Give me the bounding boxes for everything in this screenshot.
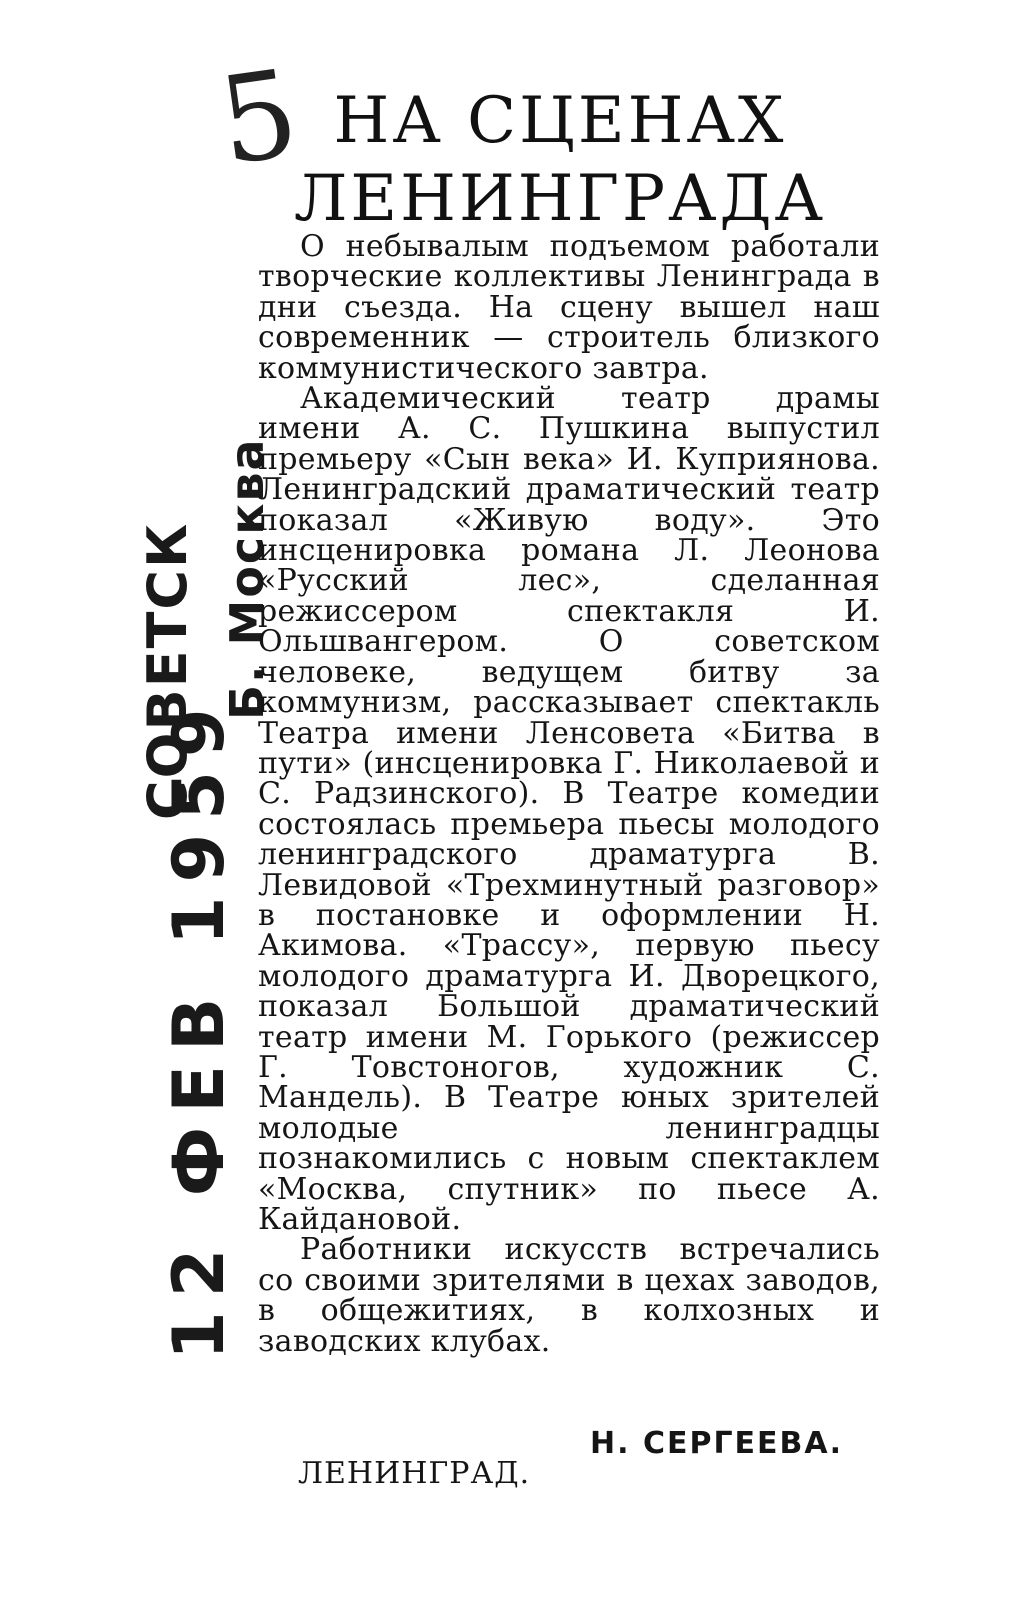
dateline: ЛЕНИНГРАД. <box>298 1456 531 1491</box>
article-paragraph-3: Работники искусств встречались со своими зрителями в цехах заводов, в общежитиях, в колхозных и заводских клубах. <box>258 1232 880 1359</box>
stamp-newspaper-name: СОВЕТСК <box>136 521 199 820</box>
stamp-city: Б. Москва <box>220 437 274 720</box>
author-signature: Н. СЕРГЕЕВА. <box>590 1426 844 1461</box>
stamp-date: 12 ФЕВ 1959 <box>158 694 240 1360</box>
article-body <box>258 229 880 1359</box>
article-paragraph-1: О небывалым подъемом работали творческие коллективы Ленинграда в дни съезда. На сцену вышел наш современник — строитель близкого коммунистического завтра. <box>258 229 880 386</box>
article-headline: НА СЦЕНАХ ЛЕНИНГРАДА <box>294 84 826 236</box>
article-paragraph-2: Академический театр драмы имени А. С. Пушкина выпустил премьеру «Сын века» И. Куприянова. Ленинградский драматический театр показал «Живую воду». Это инсценировка романа Л. Леонова «Русский лес», сделанная режиссером спектакля И. Ольшвангером. О советском человеке, ведущем битву за коммунизм, рассказывает спектакль Театра имени Ленсовета «Битва в пути» (инсценировка Г. Николаевой и С. Радзинского). В Театре комедии состоялась премьера пьесы молодого ленинградского драматурга В. Левидовой «Трехминутный разговор» в постановке и оформлении Н. Акимова. «Трассу», первую пьесу молодого драматурга И. Дворецкого, показал Большой драматический театр имени М. Горького (режиссер Г. Товстоногов, художник С. Мандель). В Театре юных зрителей молодые ленинградцы познакомились с новым спектаклем «Москва, спутник» по пьесе А. Кайдановой. <box>258 381 880 1237</box>
handwritten-page-number: 5 <box>211 44 307 193</box>
archive-stamp <box>100 260 274 1380</box>
